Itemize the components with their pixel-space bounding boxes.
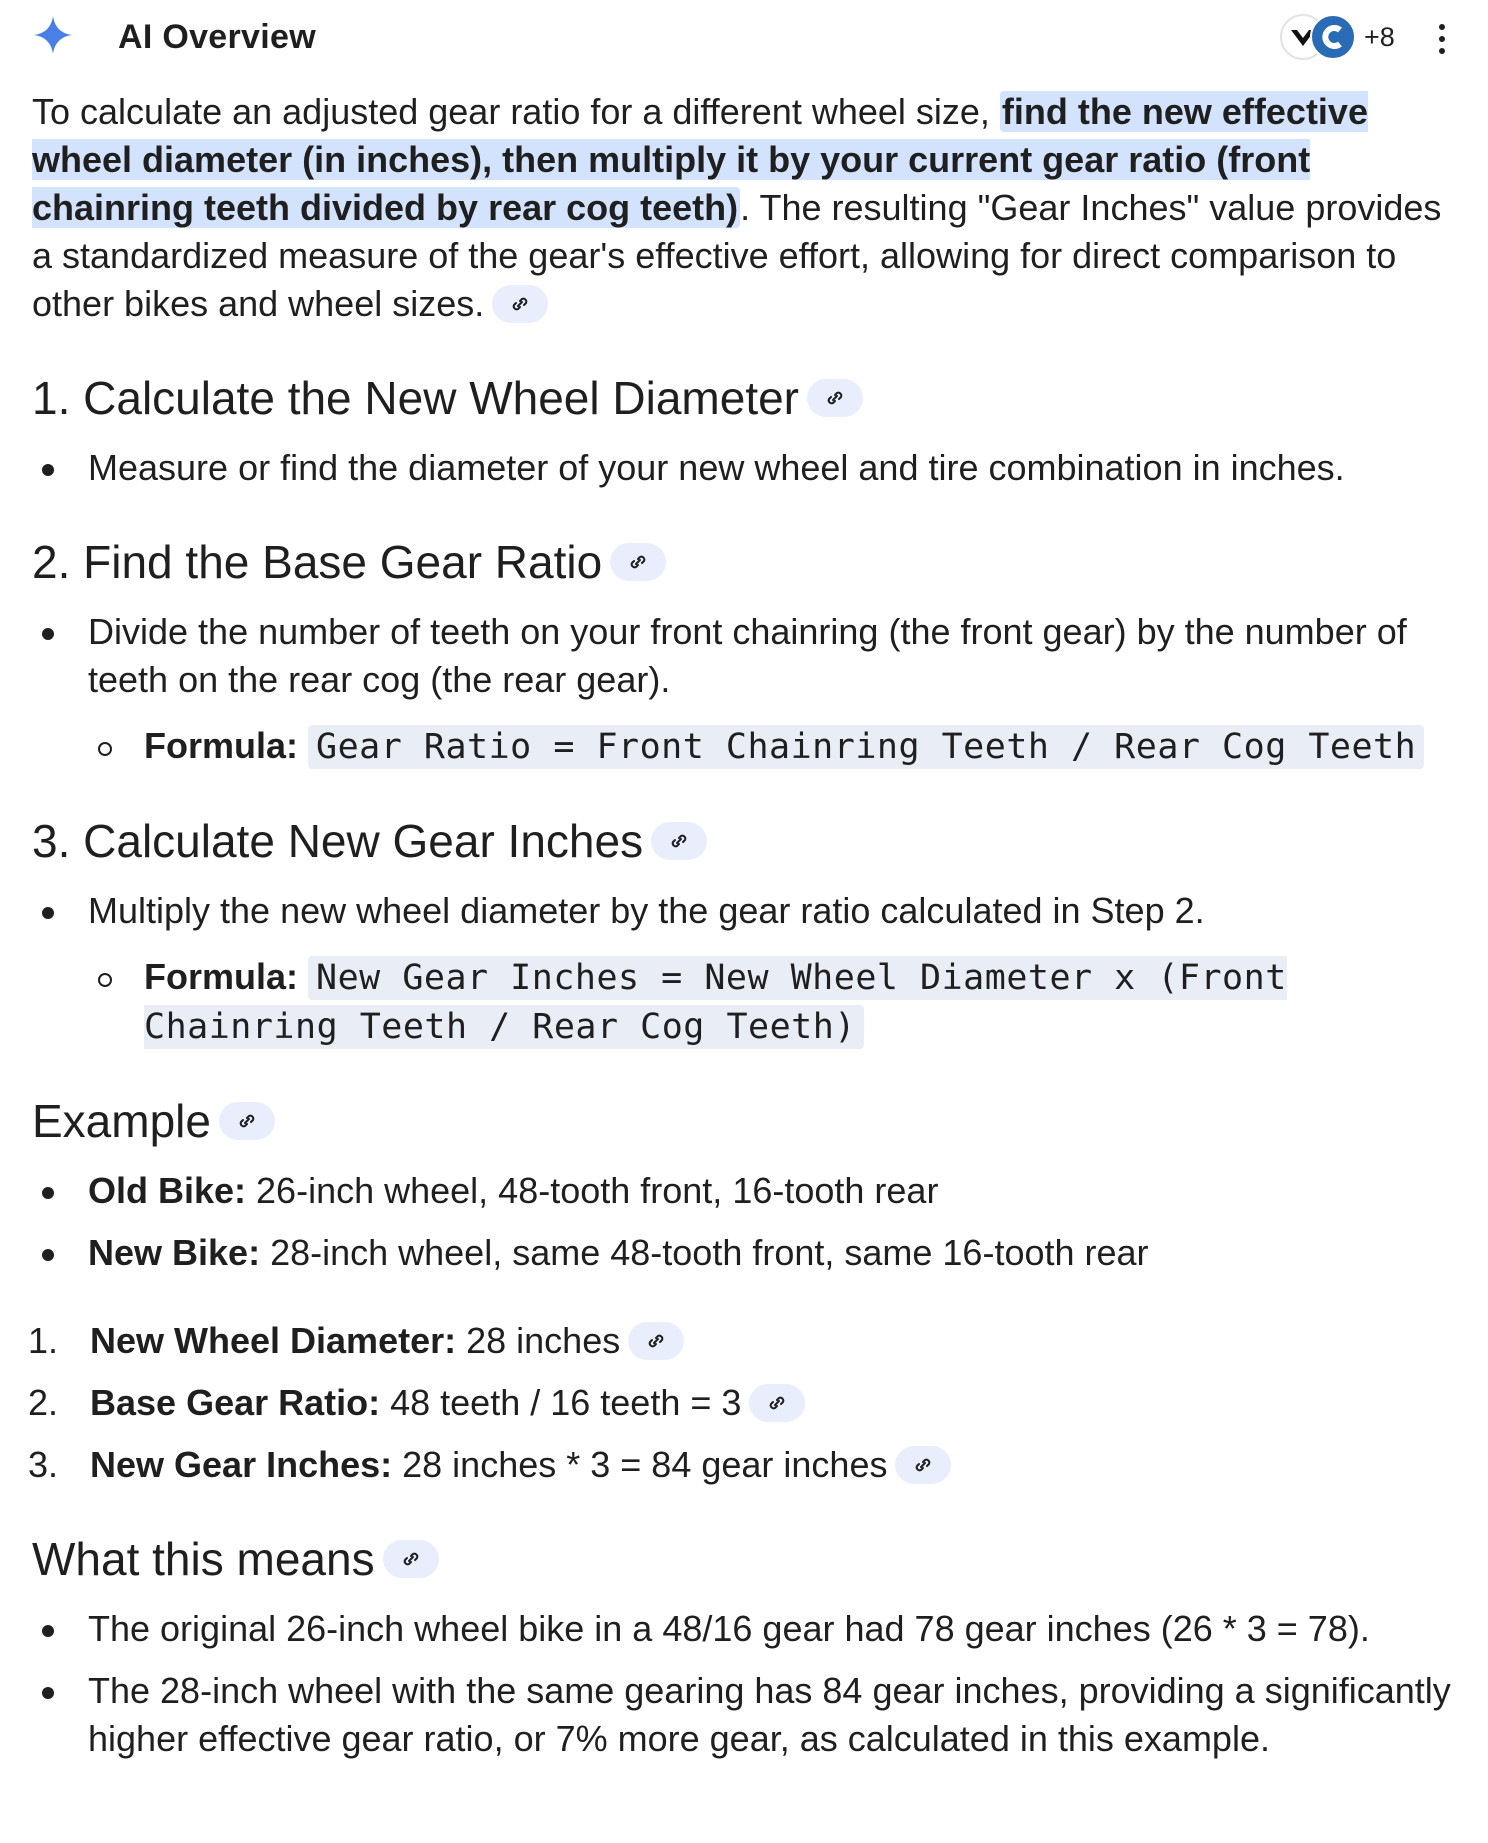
intro-text: To calculate an adjusted gear ratio for a different wheel size, — [32, 91, 1000, 132]
intro-text: . The resulting "Gear Inches" value provides a standardized measure of the gear's effective effort, allowing for direct comparison to other bikes and wheel sizes. — [32, 187, 1442, 324]
list-item: The 28-inch wheel with the same gearing has 84 gear inches, providing a significantly higher effective gear ratio, or 7% more gear, as calculated in this example. — [32, 1667, 1452, 1763]
bullet-list — [32, 444, 1452, 492]
link-icon — [401, 1550, 421, 1568]
link-icon — [646, 1332, 666, 1350]
sources-button[interactable] — [1280, 12, 1420, 60]
source-favicon-icon — [1310, 14, 1356, 60]
citation-link-button[interactable] — [492, 285, 548, 323]
citation-link-button[interactable] — [383, 1540, 439, 1578]
link-icon — [669, 832, 689, 850]
sub-list — [88, 953, 1452, 1051]
link-icon — [913, 1456, 933, 1474]
citation-link-button[interactable] — [807, 379, 863, 417]
bullet-list — [32, 1167, 1452, 1277]
list-item: New Bike: 28-inch wheel, same 48-tooth front, same 16-tooth rear — [32, 1229, 1452, 1277]
citation-link-button[interactable] — [219, 1102, 275, 1140]
sources-count: +8 — [1364, 22, 1395, 52]
citation-link-button[interactable] — [895, 1446, 951, 1484]
intro-paragraph — [32, 88, 1452, 328]
list-item: Multiply the new wheel diameter by the gear ratio calculated in Step 2. Formula: New Gear Inches = New Wheel Diameter x (Front Chainring Teeth / Rear Cog Teeth) — [32, 887, 1452, 1051]
formula-code: New Gear Inches = New Wheel Diameter x (Front Chainring Teeth / Rear Cog Teeth) — [144, 958, 1287, 1047]
formula-item: Formula: Gear Ratio = Front Chainring Teeth / Rear Cog Teeth — [88, 722, 1452, 771]
header-title: AI Overview — [118, 18, 316, 56]
intro-highlight: find the new effective wheel diameter (in inches), then multiply it by your current gear ratio (front chainring teeth divided by rear cog teeth) — [32, 91, 1368, 228]
citation-link-button[interactable] — [610, 543, 666, 581]
bullet-list — [32, 887, 1452, 1051]
list-item: Divide the number of teeth on your front chainring (the front gear) by the number of teeth on the rear cog (the rear gear). Formula: Gear Ratio = Front Chainring Teeth / Rear Cog Teeth — [32, 608, 1452, 771]
section-heading: 3. Calculate New Gear Inches — [32, 813, 1452, 869]
link-icon — [825, 389, 845, 407]
bullet-list — [32, 608, 1452, 771]
sub-list — [88, 722, 1452, 771]
ai-overview-header — [30, 12, 1454, 60]
formula-code: Gear Ratio = Front Chainring Teeth / Rear Cog Teeth — [308, 725, 1424, 769]
gemini-sparkle-icon — [32, 14, 74, 56]
more-options-icon[interactable] — [1430, 20, 1454, 58]
list-item: Measure or find the diameter of your new wheel and tire combination in inches. — [32, 444, 1452, 492]
numbered-list — [28, 1317, 1452, 1489]
list-item: Old Bike: 26-inch wheel, 48-tooth front, 16-tooth rear — [32, 1167, 1452, 1215]
section-heading: 2. Find the Base Gear Ratio — [32, 534, 1452, 590]
list-item: 2. Base Gear Ratio: 48 teeth / 16 teeth = 3 — [32, 1379, 1452, 1427]
link-icon — [767, 1394, 787, 1412]
link-icon — [237, 1112, 257, 1130]
citation-link-button[interactable] — [628, 1322, 684, 1360]
bullet-list — [32, 1605, 1452, 1763]
section-heading: 1. Calculate the New Wheel Diameter — [32, 370, 1452, 426]
link-icon — [628, 553, 648, 571]
list-item: 1. New Wheel Diameter: 28 inches — [32, 1317, 1452, 1365]
section-heading: What this means — [32, 1531, 1452, 1587]
list-item: 3. New Gear Inches: 28 inches * 3 = 84 gear inches — [32, 1441, 1452, 1489]
link-icon — [510, 295, 530, 313]
citation-link-button[interactable] — [651, 822, 707, 860]
citation-link-button[interactable] — [749, 1384, 805, 1422]
list-item: The original 26-inch wheel bike in a 48/16 gear had 78 gear inches (26 * 3 = 78). — [32, 1605, 1452, 1653]
section-heading: Example — [32, 1093, 1452, 1149]
overview-content — [28, 88, 1452, 1777]
formula-item: Formula: New Gear Inches = New Wheel Diameter x (Front Chainring Teeth / Rear Cog Teeth) — [88, 953, 1452, 1051]
